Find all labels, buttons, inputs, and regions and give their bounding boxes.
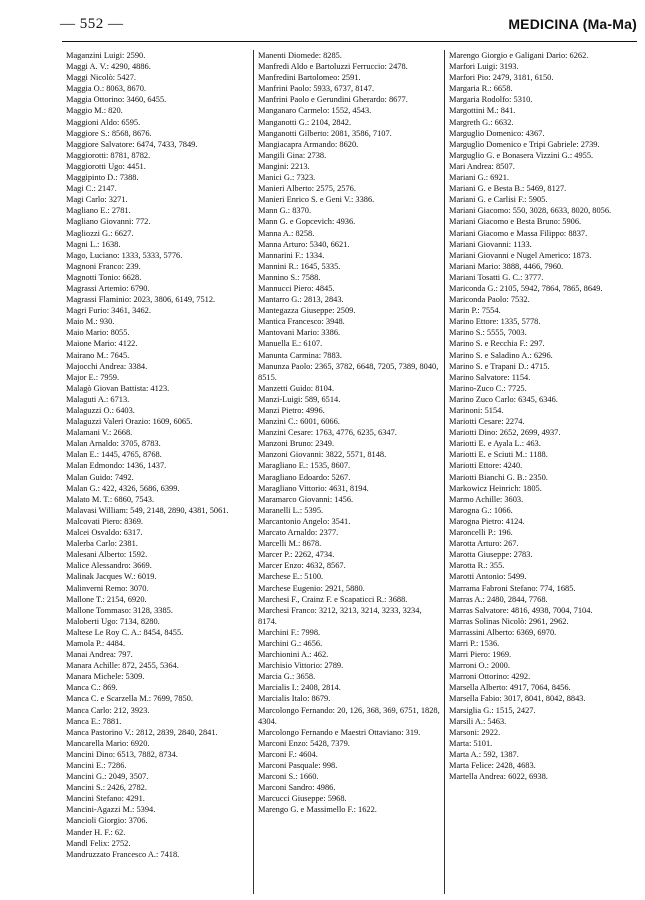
- index-entry: Malaguzzi Valeri Orazio: 1609, 6065.: [66, 417, 193, 427]
- index-entry: Marcantonio Angelo: 3541.: [258, 516, 351, 526]
- index-entry: Marguglio G. e Bonasera Vizzini G.: 4955.: [449, 150, 594, 160]
- page-header: [60, 14, 637, 34]
- header-rule: [62, 41, 637, 42]
- index-entry: Mander H. F.: 62.: [66, 827, 126, 837]
- index-entry: Mariani G.: 6921.: [449, 173, 510, 183]
- index-entry: Mariani Giovanni e Nugel Americo: 1873.: [449, 250, 592, 260]
- index-entry: Maggi A. V.: 4290, 4886.: [66, 62, 151, 72]
- index-entry: Magrassi Flaminio: 2023, 3806, 6149, 7512.: [66, 295, 216, 305]
- index-entry: Manganaro Carmelo: 1552, 4543.: [258, 106, 372, 116]
- index-entry: Manunza Paolo: 2365, 3782, 6648, 7205, 7389, 8040, 8515.: [258, 361, 439, 382]
- index-entry: Malaguzzi O.: 6403.: [66, 406, 135, 415]
- index-entry: Mariconda Paolo: 7532.: [449, 295, 530, 305]
- index-entry: Marcer Enzo: 4632, 8567.: [258, 561, 346, 571]
- index-entry: Marino S.: 5555, 7003.: [449, 328, 527, 338]
- index-entry: Marotta R.: 355.: [449, 561, 505, 571]
- index-entry: Margaria Rodolfo: 5310.: [449, 95, 533, 105]
- index-entry: Magliano Giovanni: 772.: [66, 217, 151, 227]
- index-entry: Maragliano E.: 1535, 8607.: [258, 461, 351, 471]
- index-entry: Mantovani Mario: 3386.: [258, 328, 341, 338]
- index-entry: Maio Mario: 8055.: [66, 328, 130, 338]
- index-entry: Mariani Giacomo e Massa Filippo: 8837.: [449, 228, 588, 238]
- index-entry: Marogna Pietro: 4124.: [449, 516, 525, 526]
- index-entry: Marengo Giorgio e Galigani Dario: 6262.: [449, 51, 589, 60]
- index-entry: Marcia G.: 3658.: [258, 672, 316, 682]
- index-entry: Marino Salvatore: 1154.: [449, 372, 531, 382]
- index-entry: Magi C.: 2147.: [66, 184, 117, 194]
- index-entry: Marcialis I.: 2408, 2814.: [258, 683, 341, 693]
- index-entry: Mancini Dino: 6513, 7882, 8734.: [66, 749, 178, 759]
- index-entry: Mannini R.: 1645, 5335.: [258, 261, 341, 271]
- index-entry: Mannucci Piero: 4845.: [258, 283, 335, 293]
- index-entry: Malavasi William: 549, 2148, 2890, 4381, 5061.: [66, 505, 229, 515]
- index-entry: Marsella Alberto: 4917, 7064, 8456.: [449, 683, 571, 693]
- index-entry: Manieri Alberto: 2575, 2576.: [258, 184, 356, 194]
- index-entry: Mariani G. e Besta B.: 5469, 8127.: [449, 184, 567, 194]
- index-entry: Magnoni Franco: 239.: [66, 261, 141, 271]
- index-entry: Marino-Zuco C.: 7725.: [449, 383, 527, 393]
- index-entry: Marguglio Domenico e Tripi Gabriele: 2739.: [449, 139, 600, 149]
- index-entry: Marin P.: 7554.: [449, 306, 501, 316]
- index-entry: Marfori Pio: 2479, 3181, 6150.: [449, 73, 554, 83]
- index-entry: Mancioli Giorgio: 3706.: [66, 816, 148, 826]
- index-entry: Mannino S.: 7588.: [258, 272, 321, 282]
- index-entry: Marsella Fabio: 3017, 8041, 8042, 8843.: [449, 694, 586, 704]
- index-entry: Mancini Stefano: 4291.: [66, 794, 145, 804]
- index-entry: Marconi F.: 4604.: [258, 749, 318, 759]
- index-entry: Marconi Enzo: 5428, 7379.: [258, 738, 350, 748]
- index-entry: Magni L.: 1638.: [66, 239, 121, 249]
- index-entry: Manfredini Bartolomeo: 2591.: [258, 73, 361, 83]
- index-entry: Mangiacapra Armando: 8620.: [258, 139, 359, 149]
- index-entry: Margreth G.: 6632.: [449, 117, 514, 127]
- index-entry: Marcolongo Fernando e Maestri Ottaviano: 319.: [258, 727, 421, 737]
- index-entry: Mallone Tommaso: 3128, 3385.: [66, 605, 173, 615]
- index-entry: Marinoni: 5154.: [449, 406, 504, 415]
- index-entry: Mariconda G.: 2105, 5942, 7864, 7865, 8649.: [449, 283, 603, 293]
- index-entry: Manara Achille: 872, 2455, 5364.: [66, 661, 179, 671]
- index-entry: Manieri Enrico S. e Geni V.: 3386.: [258, 195, 375, 205]
- index-entry: Maragliano Edoardo: 5267.: [258, 472, 351, 482]
- index-column-2: [253, 50, 444, 894]
- index-entry: Mariotti Dino: 2652, 2699, 4937.: [449, 428, 561, 438]
- index-entry: Malagò Giovan Battista: 4123.: [66, 383, 170, 393]
- index-entry: Malinak Jacques W.: 6019.: [66, 572, 157, 582]
- index-entry: Marrama Fabroni Stefano: 774, 1685.: [449, 583, 576, 593]
- index-entry: Mandl Felix: 2752.: [66, 838, 131, 848]
- index-entry: Marcucci Giuseppe: 5968.: [258, 794, 347, 804]
- index-entry: Mari Andrea: 8507.: [449, 161, 515, 171]
- index-entry: Malerba Carlo: 2381.: [66, 539, 138, 549]
- index-entry: Mandruzzato Francesco A.: 7418.: [66, 849, 180, 859]
- index-entry: Maggiorotti Ugo: 4451.: [66, 161, 146, 171]
- index-entry: Malaguti A.: 6713.: [66, 394, 130, 404]
- index-entry: Marsiglia G.: 1515, 2427.: [449, 705, 536, 715]
- index-entry: Manfredi Aldo e Bartoluzzi Ferruccio: 2478.: [258, 62, 408, 72]
- index-entry: Marta: 5101.: [449, 738, 493, 748]
- index-entry: Mann G. e Gopcevich: 4936.: [258, 217, 356, 227]
- index-entry: Maloberti Ugo: 7134, 8280.: [66, 616, 160, 626]
- index-entry: Malan Edmondo: 1436, 1437.: [66, 461, 167, 471]
- index-entry: Manzini C.: 6001, 6066.: [258, 417, 340, 427]
- index-entry: Marengo G. e Massimello F.: 1622.: [258, 805, 377, 815]
- index-entry: Manici G.: 7323.: [258, 173, 316, 183]
- index-entry: Marcato Arnaldo: 2377.: [258, 528, 339, 538]
- index-entry: Marras A.: 2480, 2844, 7768.: [449, 594, 548, 604]
- index-entry: Malcovati Piero: 8369.: [66, 516, 143, 526]
- index-entry: Marchini F.: 7998.: [258, 627, 321, 637]
- index-entry: Marchini G.: 4656.: [258, 638, 323, 648]
- index-entry: Marchesi F., Crainz F. e Scapaticci R.: 3688.: [258, 594, 408, 604]
- index-entry: Mancini G.: 2049, 3507.: [66, 772, 149, 782]
- index-entry: Mariani Giacomo e Besta Bruno: 5906.: [449, 217, 582, 227]
- index-entry: Manca C. e Scarzella M.: 7699, 7850.: [66, 694, 193, 704]
- index-entry: Manca E.: 7881.: [66, 716, 122, 726]
- index-entry: Mariotti Bianchi G. B.: 2350.: [449, 472, 548, 482]
- index-entry: Martella Andrea: 6022, 6938.: [449, 772, 548, 782]
- index-entry: Mantica Francesco: 3948.: [258, 317, 345, 327]
- index-entry: Mannarini F.: 1334.: [258, 250, 325, 260]
- index-entry: Marino Ettore: 1335, 5778.: [449, 317, 541, 327]
- index-entry: Mancini S.: 2426, 2782.: [66, 783, 147, 793]
- index-entry: Mamola P.: 4484.: [66, 638, 126, 648]
- index-entry: Maggiorotti: 8781, 8782.: [66, 150, 151, 160]
- index-entry: Mancini-Agazzi M.: 5394.: [66, 805, 156, 815]
- index-entry: Marchese Eugenio: 2921, 5880.: [258, 583, 365, 593]
- index-entry: Manna A.: 8258.: [258, 228, 315, 238]
- index-entry: Maragliano Vittorio: 4631, 8194.: [258, 483, 369, 493]
- index-entry: Manzetti Guido: 8104.: [258, 383, 335, 393]
- index-entry: Malesani Alberto: 1592.: [66, 550, 148, 560]
- index-entry: Manganotti G.: 2104, 2842.: [258, 117, 352, 127]
- index-columns: [62, 50, 637, 894]
- index-entry: Maio M.: 930.: [66, 317, 115, 327]
- index-entry: Manganotti Gilberto: 2081, 3586, 7107.: [258, 128, 392, 138]
- index-entry: Malan Guido: 7492.: [66, 472, 134, 482]
- index-entry: Maltese Le Roy C. A.: 8454, 8455.: [66, 627, 184, 637]
- index-entry: Manenti Diomede: 8285.: [258, 51, 342, 60]
- index-entry: Magnotti Tonio: 6628.: [66, 272, 142, 282]
- index-entry: Mann G.: 8370.: [258, 206, 312, 216]
- index-entry: Manzi Pietro: 4996.: [258, 406, 325, 415]
- index-entry: Malinverni Remo: 3070.: [66, 583, 149, 593]
- index-entry: Manfrini Paolo e Gerundini Gherardo: 8677.: [258, 95, 408, 105]
- index-entry: Marguglio Domenico: 4367.: [449, 128, 545, 138]
- index-entry: Marroni O.: 2000.: [449, 661, 510, 671]
- index-entry: Malamani V.: 2668.: [66, 428, 133, 438]
- page-number: — 552 —: [60, 15, 124, 32]
- index-entry: Malan G.: 422, 4326, 5686, 6399.: [66, 483, 180, 493]
- index-entry: Major E.: 7959.: [66, 372, 120, 382]
- index-entry: Marcelli M.: 8678.: [258, 539, 322, 549]
- index-entry: Mariotti E. e Sciuti M.: 1188.: [449, 450, 548, 460]
- index-entry: Magrassi Artemio: 6790.: [66, 283, 150, 293]
- index-entry: Malan Arnaldo: 3705, 8783.: [66, 439, 161, 449]
- index-entry: Malice Alessandro: 3669.: [66, 561, 152, 571]
- index-entry: Marta Felice: 2428, 4683.: [449, 761, 536, 770]
- index-entry: Marino S. e Recchia F.: 297.: [449, 339, 545, 349]
- index-entry: Marchesi Franco: 3212, 3213, 3214, 3233, 3234, 8174.: [258, 605, 422, 626]
- index-entry: Marcer P.: 2262, 4734.: [258, 550, 335, 560]
- index-entry: Majocchi Andrea: 3384.: [66, 361, 148, 371]
- index-entry: Marroni Ottorino: 4292.: [449, 672, 531, 682]
- index-entry: Marchese E.: 5100.: [258, 572, 324, 582]
- index-entry: Maggia Ottorino: 3460, 6455.: [66, 95, 167, 105]
- index-entry: Maggio M.: 820.: [66, 106, 123, 116]
- index-entry: Marri Piero: 1969.: [449, 650, 512, 660]
- index-entry: Manzoni Giovanni: 3822, 5571, 8148.: [258, 450, 387, 460]
- index-entry: Maroncelli P.: 196.: [449, 528, 513, 538]
- index-entry: Marconi Pasquale: 998.: [258, 761, 338, 770]
- index-column-3: [444, 50, 635, 894]
- index-entry: Magi Carlo: 3271.: [66, 195, 128, 205]
- index-entry: Mariotti E. e Ayala L.: 463.: [449, 439, 541, 449]
- index-entry: Marras Solinas Nicolò: 2961, 2962.: [449, 616, 569, 626]
- index-entry: Mariani G. e Carlisi F.: 5905.: [449, 195, 548, 205]
- index-entry: Marino Zuco Carlo: 6345, 6346.: [449, 394, 558, 404]
- index-entry: Mangini: 2213.: [258, 161, 310, 171]
- index-entry: Marotta Arturo: 267.: [449, 539, 519, 549]
- index-entry: Margottini M.: 841.: [449, 106, 516, 116]
- index-entry: Mangili Gina: 2738.: [258, 150, 327, 160]
- index-entry: Marconi S.: 1660.: [258, 772, 319, 782]
- index-entry: Mallone T.: 2154, 6920.: [66, 594, 147, 604]
- index-entry: Marta A.: 592, 1387.: [449, 749, 519, 759]
- index-entry: Manfrini Paolo: 5933, 6737, 8147.: [258, 84, 375, 94]
- index-entry: Marsili A.: 5463.: [449, 716, 507, 726]
- index-entry: Marogna G.: 1066.: [449, 505, 513, 515]
- index-entry: Magliano E.: 2781.: [66, 206, 131, 216]
- index-entry: Mantarro G.: 2813, 2843.: [258, 295, 344, 305]
- index-entry: Maramarco Giovanni: 1456.: [258, 494, 354, 504]
- index-entry: Manna Arturo: 5340, 6621.: [258, 239, 350, 249]
- index-entry: Marsoni: 2922.: [449, 727, 501, 737]
- section-title: MEDICINA (Ma-Ma): [508, 16, 637, 32]
- index-entry: Manca C.: 869.: [66, 683, 118, 693]
- index-entry: Maranelli L.: 5395.: [258, 505, 324, 515]
- index-entry: Maggiore S.: 8568, 8676.: [66, 128, 152, 138]
- index-entry: Maggiore Salvatore: 6474, 7433, 7849.: [66, 139, 198, 149]
- index-entry: Marcialis Italo: 8679.: [258, 694, 331, 704]
- index-entry: Manuella E.: 6107.: [258, 339, 323, 349]
- index-entry: Manca Pastorino V.: 2812, 2839, 2840, 2841.: [66, 727, 218, 737]
- index-entry: Manzini Cesare: 1763, 4776, 6235, 6347.: [258, 428, 397, 438]
- index-column-1: [62, 50, 253, 894]
- index-entry: Marcolongo Fernando: 20, 126, 368, 369, 6751, 1828, 4304.: [258, 705, 440, 726]
- index-entry: Maggia O.: 8063, 8670.: [66, 84, 147, 94]
- index-entry: Mariotti Ettore: 4240.: [449, 461, 523, 471]
- index-entry: Marino S. e Saladino A.: 6296.: [449, 350, 553, 360]
- index-entry: Mariani Giovanni: 1133.: [449, 239, 532, 249]
- index-entry: Markowicz Heinrich: 1805.: [449, 483, 542, 493]
- index-entry: Maggioni Aldo: 6595.: [66, 117, 141, 127]
- index-entry: Mariani Mario: 3888, 4466, 7960.: [449, 261, 564, 271]
- index-entry: Mancini E.: 7286.: [66, 761, 127, 770]
- index-entry: Mariotti Cesare: 2274.: [449, 417, 525, 427]
- index-entry: Manzi-Luigi: 589, 6514.: [258, 394, 341, 404]
- index-entry: Maggi Nicolò: 5427.: [66, 73, 137, 83]
- index-entry: Mairano M.: 7645.: [66, 350, 130, 360]
- index-entry: Malcei Osvaldo: 6317.: [66, 528, 143, 538]
- index-entry: Marfori Luigi: 3193.: [449, 62, 519, 72]
- index-entry: Marchionini A.: 462.: [258, 650, 329, 660]
- index-entry: Mariani Giacomo: 550, 3028, 6633, 8020, 8056.: [449, 206, 612, 216]
- index-entry: Mago, Luciano: 1333, 5333, 5776.: [66, 250, 183, 260]
- index-entry: Mariani Tosatti G. C.: 3777.: [449, 272, 544, 282]
- index-entry: Maganzini Luigi: 2590.: [66, 51, 146, 60]
- index-entry: Maggipinto D.: 7388.: [66, 173, 139, 183]
- index-entry: Manunta Carmina: 7883.: [258, 350, 342, 360]
- index-entry: Marras Salvatore: 4816, 4938, 7004, 7104.: [449, 605, 593, 615]
- index-entry: Magliozzi G.: 6627.: [66, 228, 134, 238]
- index-entry: Manara Michele: 5309.: [66, 672, 145, 682]
- index-entry: Malato M. T.: 6860, 7543.: [66, 494, 155, 504]
- index-entry: Magri Furio: 3461, 3462.: [66, 306, 151, 316]
- index-entry: Marino S. e Trapani D.: 4715.: [449, 361, 550, 371]
- index-entry: Maione Mario: 4122.: [66, 339, 138, 349]
- index-entry: Marrassini Alberto: 6369, 6970.: [449, 627, 557, 637]
- index-entry: Malan E.: 1445, 4765, 8768.: [66, 450, 162, 460]
- index-entry: Marmo Achille: 3603.: [449, 494, 524, 504]
- index-entry: Manca Carlo: 212, 3923.: [66, 705, 150, 715]
- index-entry: Marotta Giuseppe: 2783.: [449, 550, 533, 560]
- index-entry: Manai Andrea: 797.: [66, 650, 133, 660]
- index-entry: Manzoni Bruno: 2349.: [258, 439, 335, 449]
- index-entry: Marotti Antonio: 5499.: [449, 572, 527, 582]
- index-entry: Marri P.: 1536.: [449, 638, 500, 648]
- index-entry: Mancarella Mario: 6920.: [66, 738, 150, 748]
- index-entry: Marchisio Vittorio: 2789.: [258, 661, 344, 671]
- index-entry: Mantegazza Giuseppe: 2509.: [258, 306, 356, 316]
- index-entry: Marconi Sandro: 4986.: [258, 783, 336, 793]
- index-entry: Margaria R.: 6658.: [449, 84, 513, 94]
